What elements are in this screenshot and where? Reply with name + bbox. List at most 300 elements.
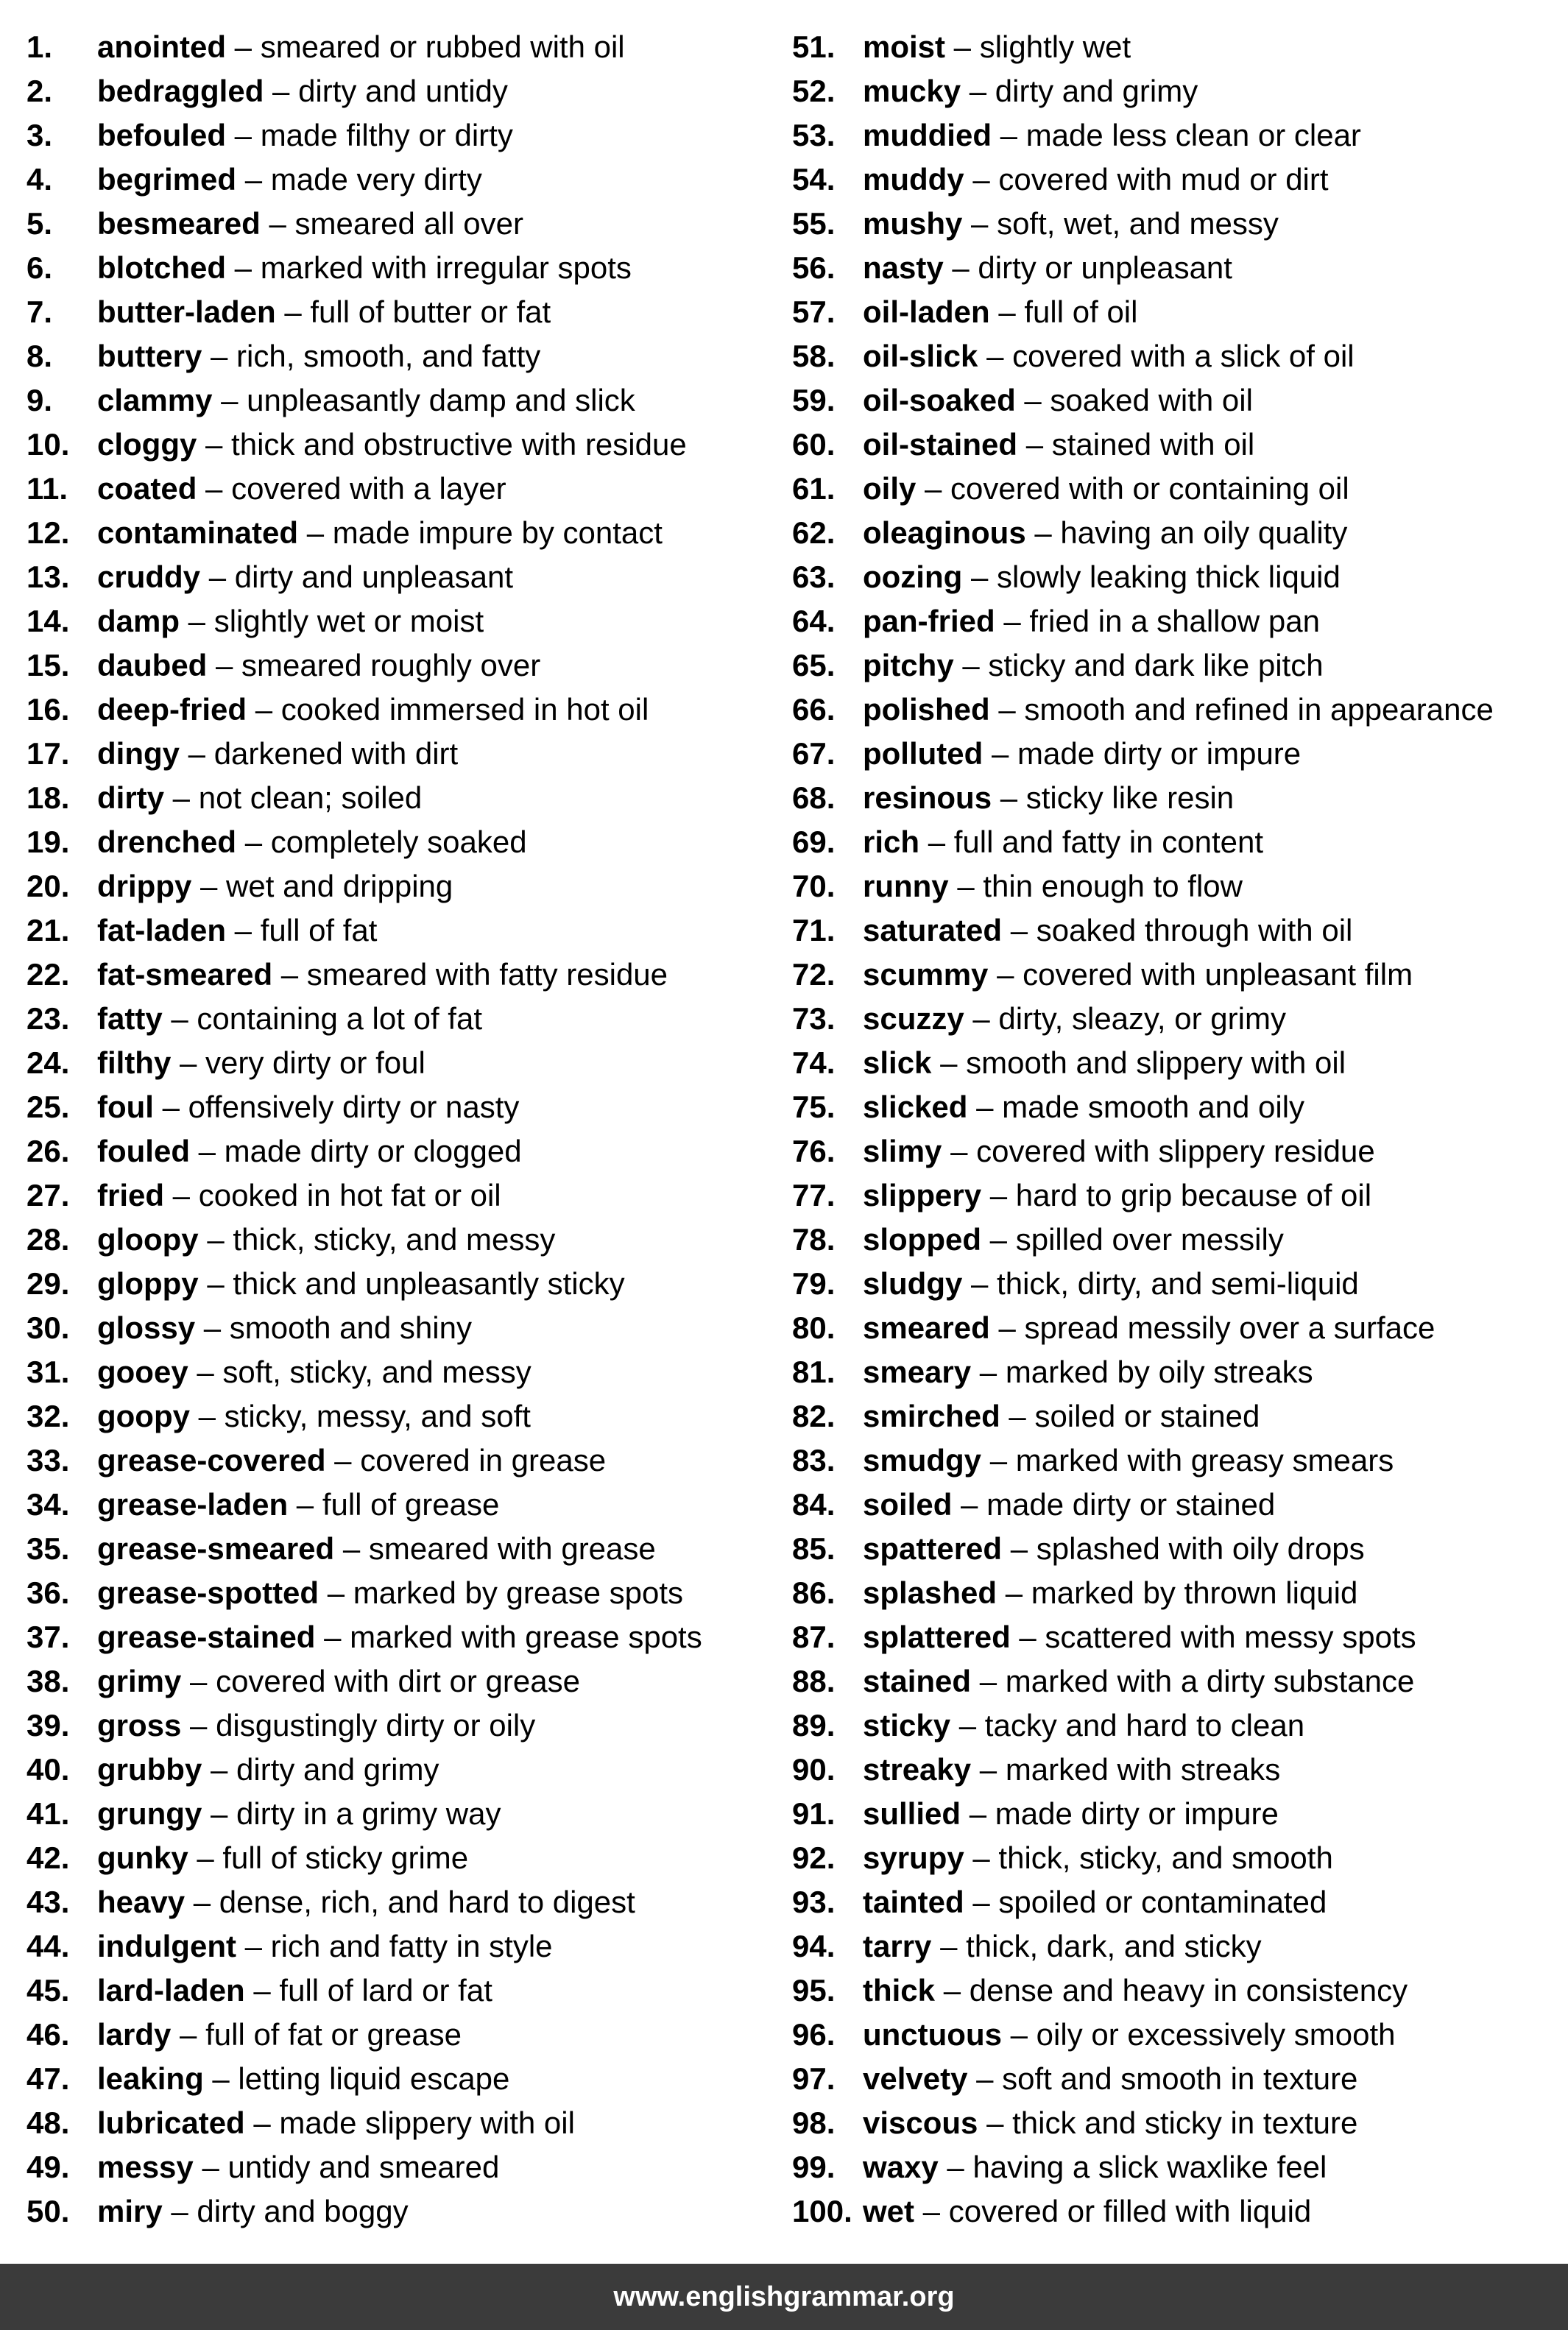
item-entry: [863, 158, 1329, 202]
item-word: heavy: [97, 1885, 186, 1919]
item-number: 79.: [792, 1266, 836, 1301]
item-entry: [97, 776, 422, 820]
item-number: 38.: [27, 1664, 70, 1698]
item-word: soiled: [863, 1487, 953, 1522]
item-entry: [863, 1836, 1333, 1880]
item-entry: [863, 334, 1355, 378]
item-number: 52.: [792, 74, 836, 108]
item-number: 13.: [27, 559, 70, 594]
item-word: oozing: [863, 559, 963, 594]
item-word: slick: [863, 1045, 932, 1080]
item-number: 15.: [27, 648, 70, 682]
item-definition: – spread messily over a surface: [989, 1310, 1435, 1345]
list-item: [792, 202, 1558, 246]
item-word: messy: [97, 2150, 194, 2184]
item-number: 22.: [27, 957, 70, 992]
list-item: [792, 467, 1558, 511]
list-item: [27, 423, 770, 467]
item-entry: [97, 864, 453, 908]
item-word: filthy: [97, 1045, 172, 1080]
item-definition: – having an oily quality: [1025, 515, 1348, 550]
list-item: [27, 69, 770, 113]
item-entry: [863, 1394, 1260, 1438]
item-word: grease-spotted: [97, 1575, 319, 1610]
item-word: tarry: [863, 1929, 932, 1963]
item-word: syrupy: [863, 1840, 964, 1875]
item-number: 59.: [792, 383, 836, 417]
item-entry: [97, 1129, 522, 1173]
item-number: 61.: [792, 471, 836, 506]
item-entry: [97, 511, 663, 555]
item-entry: [863, 69, 1198, 113]
item-entry: [863, 776, 1234, 820]
item-number: 9.: [27, 383, 53, 417]
item-definition: – full of grease: [288, 1487, 500, 1522]
item-word: grungy: [97, 1796, 202, 1831]
item-definition: – thin enough to flow: [948, 869, 1243, 903]
item-number: 43.: [27, 1885, 70, 1919]
item-definition: – cooked in hot fat or oil: [164, 1178, 501, 1212]
item-definition: – marked with grease spots: [315, 1620, 702, 1654]
item-number: 18.: [27, 780, 70, 815]
item-definition: – thick and unpleasantly sticky: [198, 1266, 625, 1301]
item-number: 12.: [27, 515, 70, 550]
item-word: stained: [863, 1664, 972, 1698]
item-definition: – tacky and hard to clean: [950, 1708, 1305, 1743]
item-definition: – untidy and smeared: [193, 2150, 500, 2184]
list-item: [792, 732, 1558, 776]
item-entry: [97, 202, 523, 246]
item-entry: [863, 467, 1349, 511]
item-number: 76.: [792, 1134, 836, 1168]
item-word: oily: [863, 471, 917, 506]
item-definition: – scattered with messy spots: [1010, 1620, 1416, 1654]
item-definition: – smooth and refined in appearance: [989, 692, 1494, 727]
item-entry: [97, 1880, 635, 1924]
item-number: 3.: [27, 118, 53, 152]
list-item: [27, 2013, 770, 2057]
list-item: [792, 1792, 1558, 1836]
item-definition: – dirty and unpleasant: [200, 559, 513, 594]
list-item: [792, 423, 1558, 467]
item-entry: [863, 290, 1137, 334]
item-word: resinous: [863, 780, 992, 815]
item-number: 87.: [792, 1620, 836, 1654]
item-word: slimy: [863, 1134, 942, 1168]
item-entry: [97, 1836, 468, 1880]
item-number: 41.: [27, 1796, 70, 1831]
item-entry: [97, 820, 527, 864]
list-item: [27, 953, 770, 997]
item-entry: [97, 1924, 553, 1969]
item-definition: – dense, rich, and hard to digest: [185, 1885, 635, 1919]
item-number: 39.: [27, 1708, 70, 1743]
item-entry: [863, 25, 1131, 69]
item-word: indulgent: [97, 1929, 236, 1963]
list-item: [27, 334, 770, 378]
item-word: gloopy: [97, 1222, 199, 1257]
item-word: rich: [863, 825, 920, 859]
list-item: [27, 1615, 770, 1659]
item-definition: – marked with streaks: [971, 1752, 1281, 1787]
item-definition: – cooked immersed in hot oil: [247, 692, 649, 727]
list-item: [792, 1571, 1558, 1615]
list-item: [27, 1659, 770, 1704]
item-number: 91.: [792, 1796, 836, 1831]
item-entry: [97, 1438, 606, 1483]
list-item: [27, 25, 770, 69]
item-definition: – made less clean or clear: [992, 118, 1361, 152]
list-item: [792, 1218, 1558, 1262]
item-number: 5.: [27, 206, 53, 241]
item-word: scuzzy: [863, 1001, 964, 1036]
item-number: 93.: [792, 1885, 836, 1919]
list-item: [27, 1571, 770, 1615]
item-number: 56.: [792, 250, 836, 285]
item-definition: – smooth and slippery with oil: [931, 1045, 1346, 1080]
item-definition: – rich, smooth, and fatty: [202, 339, 541, 373]
list-item: [27, 1350, 770, 1394]
item-entry: [97, 246, 632, 290]
list-item: [27, 1704, 770, 1748]
item-number: 95.: [792, 1973, 836, 2008]
footer-bar: [0, 2264, 1568, 2330]
item-word: dirty: [97, 780, 165, 815]
list-item: [27, 246, 770, 290]
item-word: thick: [863, 1973, 936, 2008]
item-number: 70.: [792, 869, 836, 903]
item-definition: – spilled over messily: [981, 1222, 1284, 1257]
item-definition: – full of sticky grime: [188, 1840, 469, 1875]
list-item: [27, 1129, 770, 1173]
list-item: [27, 1748, 770, 1792]
list-item: [792, 1704, 1558, 1748]
list-item: [27, 1438, 770, 1483]
item-word: smirched: [863, 1399, 1000, 1433]
item-entry: [863, 1438, 1394, 1483]
item-number: 42.: [27, 1840, 70, 1875]
item-word: splattered: [863, 1620, 1011, 1654]
item-word: deep-fried: [97, 692, 247, 727]
item-definition: – made impure by contact: [298, 515, 663, 550]
list-item: [792, 820, 1558, 864]
item-word: muddied: [863, 118, 992, 152]
item-number: 63.: [792, 559, 836, 594]
item-entry: [863, 2189, 1311, 2234]
list-item: [27, 1836, 770, 1880]
list-item: [792, 1041, 1558, 1085]
item-entry: [863, 2145, 1327, 2189]
item-word: grease-smeared: [97, 1531, 335, 1566]
list-item: [27, 2101, 770, 2145]
item-entry: [863, 1218, 1284, 1262]
item-definition: – thick, dark, and sticky: [931, 1929, 1262, 1963]
item-number: 51.: [792, 29, 836, 64]
item-entry: [863, 2101, 1357, 2145]
list-item: [27, 1924, 770, 1969]
list-item: [27, 643, 770, 688]
item-entry: [863, 732, 1301, 776]
list-item: [27, 1792, 770, 1836]
list-item: [792, 1306, 1558, 1350]
item-definition: – thick and obstructive with residue: [197, 427, 687, 462]
item-number: 94.: [792, 1929, 836, 1963]
list-item: [27, 776, 770, 820]
word-list-right-column: [792, 25, 1558, 2234]
list-item: [792, 1262, 1558, 1306]
list-item: [792, 334, 1558, 378]
list-item: [27, 908, 770, 953]
item-definition: – smooth and shiny: [195, 1310, 472, 1345]
item-number: 4.: [27, 162, 53, 197]
list-item: [792, 1615, 1558, 1659]
item-definition: – thick, dirty, and semi-liquid: [962, 1266, 1359, 1301]
item-word: fatty: [97, 1001, 163, 1036]
item-definition: – full of fat or grease: [171, 2017, 462, 2052]
item-number: 97.: [792, 2061, 836, 2096]
item-word: polluted: [863, 736, 983, 771]
item-entry: [97, 158, 482, 202]
item-entry: [863, 1085, 1304, 1129]
list-item: [792, 1748, 1558, 1792]
item-word: oil-slick: [863, 339, 978, 373]
item-entry: [863, 1129, 1375, 1173]
item-number: 26.: [27, 1134, 70, 1168]
item-entry: [863, 511, 1347, 555]
item-entry: [97, 423, 687, 467]
item-entry: [863, 1350, 1313, 1394]
item-number: 14.: [27, 604, 70, 638]
list-item: [792, 1836, 1558, 1880]
item-entry: [863, 1659, 1414, 1704]
item-word: oil-laden: [863, 294, 990, 329]
item-word: wet: [863, 2194, 915, 2228]
item-entry: [97, 1659, 580, 1704]
list-item: [27, 1394, 770, 1438]
item-number: 37.: [27, 1620, 70, 1654]
item-word: glossy: [97, 1310, 196, 1345]
item-number: 72.: [792, 957, 836, 992]
list-item: [27, 1085, 770, 1129]
list-item: [27, 688, 770, 732]
item-entry: [97, 1350, 532, 1394]
list-item: [27, 1483, 770, 1527]
item-entry: [97, 2013, 462, 2057]
list-item: [27, 2145, 770, 2189]
item-definition: – made dirty or clogged: [189, 1134, 522, 1168]
item-entry: [863, 378, 1253, 423]
item-word: smeary: [863, 1355, 972, 1389]
item-word: buttery: [97, 339, 202, 373]
list-item: [792, 511, 1558, 555]
item-entry: [863, 1792, 1279, 1836]
item-definition: – smeared roughly over: [207, 648, 541, 682]
item-entry: [97, 2057, 509, 2101]
item-entry: [97, 1262, 625, 1306]
item-entry: [97, 467, 506, 511]
item-entry: [863, 2013, 1396, 2057]
item-definition: – dirty, sleazy, or grimy: [964, 1001, 1286, 1036]
list-item: [27, 467, 770, 511]
item-number: 71.: [792, 913, 836, 947]
list-item: [792, 2101, 1558, 2145]
item-definition: – covered with mud or dirt: [964, 162, 1329, 197]
item-word: blotched: [97, 250, 226, 285]
list-item: [792, 1350, 1558, 1394]
item-entry: [97, 1969, 492, 2013]
item-definition: – unpleasantly damp and slick: [212, 383, 635, 417]
item-definition: – dirty in a grimy way: [202, 1796, 501, 1831]
item-definition: – not clean; soiled: [164, 780, 423, 815]
item-entry: [97, 1527, 656, 1571]
list-item: [792, 2145, 1558, 2189]
item-entry: [97, 732, 458, 776]
item-entry: [863, 1571, 1357, 1615]
item-entry: [863, 1704, 1304, 1748]
item-word: grease-stained: [97, 1620, 316, 1654]
list-item: [792, 997, 1558, 1041]
item-word: moist: [863, 29, 946, 64]
item-definition: – thick, sticky, and messy: [198, 1222, 556, 1257]
list-item: [27, 1306, 770, 1350]
item-number: 40.: [27, 1752, 70, 1787]
item-number: 33.: [27, 1443, 70, 1478]
item-definition: – full of butter or fat: [275, 294, 551, 329]
item-definition: – dirty and grimy: [202, 1752, 439, 1787]
item-word: cruddy: [97, 559, 201, 594]
list-item: [792, 1483, 1558, 1527]
item-entry: [863, 2057, 1357, 2101]
item-definition: – sticky, messy, and soft: [189, 1399, 531, 1433]
item-entry: [97, 25, 625, 69]
item-number: 30.: [27, 1310, 70, 1345]
item-entry: [97, 2101, 575, 2145]
item-definition: – soft and smooth in texture: [967, 2061, 1358, 2096]
item-word: muddy: [863, 162, 964, 197]
item-entry: [863, 1969, 1408, 2013]
item-definition: – covered with unpleasant film: [988, 957, 1413, 992]
item-definition: – dirty and boggy: [162, 2194, 409, 2228]
list-item: [792, 1527, 1558, 1571]
item-word: lubricated: [97, 2105, 245, 2140]
item-word: saturated: [863, 913, 1003, 947]
list-item: [27, 555, 770, 599]
item-definition: – soiled or stained: [1000, 1399, 1260, 1433]
item-entry: [97, 290, 551, 334]
item-definition: – dense and heavy in consistency: [935, 1973, 1408, 2008]
list-item: [27, 732, 770, 776]
item-entry: [97, 688, 649, 732]
item-word: gloppy: [97, 1266, 199, 1301]
item-definition: – full of fat: [226, 913, 378, 947]
item-number: 28.: [27, 1222, 70, 1257]
item-entry: [863, 864, 1243, 908]
item-definition: – marked by thrown liquid: [997, 1575, 1358, 1610]
item-number: 50.: [27, 2194, 70, 2228]
item-definition: – marked with irregular spots: [226, 250, 632, 285]
item-word: gunky: [97, 1840, 188, 1875]
item-definition: – slightly wet or moist: [180, 604, 484, 638]
item-entry: [863, 1615, 1416, 1659]
item-word: besmeared: [97, 206, 261, 241]
item-definition: – made smooth and oily: [967, 1090, 1305, 1124]
item-word: oil-soaked: [863, 383, 1016, 417]
item-definition: – sticky like resin: [992, 780, 1235, 815]
list-item: [792, 1173, 1558, 1218]
item-definition: – soft, wet, and messy: [962, 206, 1279, 241]
item-word: goopy: [97, 1399, 190, 1433]
item-definition: – soft, sticky, and messy: [188, 1355, 532, 1389]
item-definition: – soaked through with oil: [1002, 913, 1353, 947]
item-definition: – disgustingly dirty or oily: [181, 1708, 536, 1743]
item-word: streaky: [863, 1752, 972, 1787]
item-number: 80.: [792, 1310, 836, 1345]
item-number: 32.: [27, 1399, 70, 1433]
list-item: [27, 2057, 770, 2101]
list-item: [792, 158, 1558, 202]
item-number: 21.: [27, 913, 70, 947]
item-entry: [97, 1394, 531, 1438]
list-item: [792, 599, 1558, 643]
item-number: 54.: [792, 162, 836, 197]
list-item: [27, 864, 770, 908]
item-number: 55.: [792, 206, 836, 241]
item-definition: – rich and fatty in style: [236, 1929, 553, 1963]
item-definition: – made slippery with oil: [244, 2105, 575, 2140]
item-number: 10.: [27, 427, 70, 462]
item-number: 85.: [792, 1531, 836, 1566]
item-entry: [97, 1173, 501, 1218]
item-word: oleaginous: [863, 515, 1026, 550]
item-entry: [863, 997, 1286, 1041]
list-item: [792, 2189, 1558, 2234]
list-item: [27, 820, 770, 864]
item-definition: – marked by grease spots: [319, 1575, 683, 1610]
item-word: contaminated: [97, 515, 299, 550]
item-number: 62.: [792, 515, 836, 550]
item-definition: – covered with slippery residue: [942, 1134, 1375, 1168]
item-number: 100.: [792, 2194, 852, 2228]
item-number: 64.: [792, 604, 836, 638]
item-entry: [863, 1748, 1280, 1792]
list-item: [27, 1880, 770, 1924]
item-number: 31.: [27, 1355, 70, 1389]
list-item: [792, 2057, 1558, 2101]
item-entry: [97, 599, 484, 643]
item-word: grease-covered: [97, 1443, 326, 1478]
item-definition: – made filthy or dirty: [226, 118, 513, 152]
item-definition: – dirty and untidy: [264, 74, 508, 108]
item-word: clammy: [97, 383, 213, 417]
item-number: 1.: [27, 29, 53, 64]
item-number: 36.: [27, 1575, 70, 1610]
item-number: 19.: [27, 825, 70, 859]
item-entry: [97, 555, 513, 599]
item-entry: [97, 908, 377, 953]
item-word: sludgy: [863, 1266, 963, 1301]
item-word: foul: [97, 1090, 154, 1124]
item-definition: – hard to grip because of oil: [981, 1178, 1372, 1212]
item-entry: [863, 1527, 1365, 1571]
item-number: 73.: [792, 1001, 836, 1036]
list-item: [27, 1262, 770, 1306]
item-word: pitchy: [863, 648, 954, 682]
item-entry: [97, 1218, 555, 1262]
item-entry: [97, 1085, 519, 1129]
item-definition: – letting liquid escape: [203, 2061, 510, 2096]
item-word: fat-smeared: [97, 957, 273, 992]
item-definition: – spoiled or contaminated: [964, 1885, 1327, 1919]
